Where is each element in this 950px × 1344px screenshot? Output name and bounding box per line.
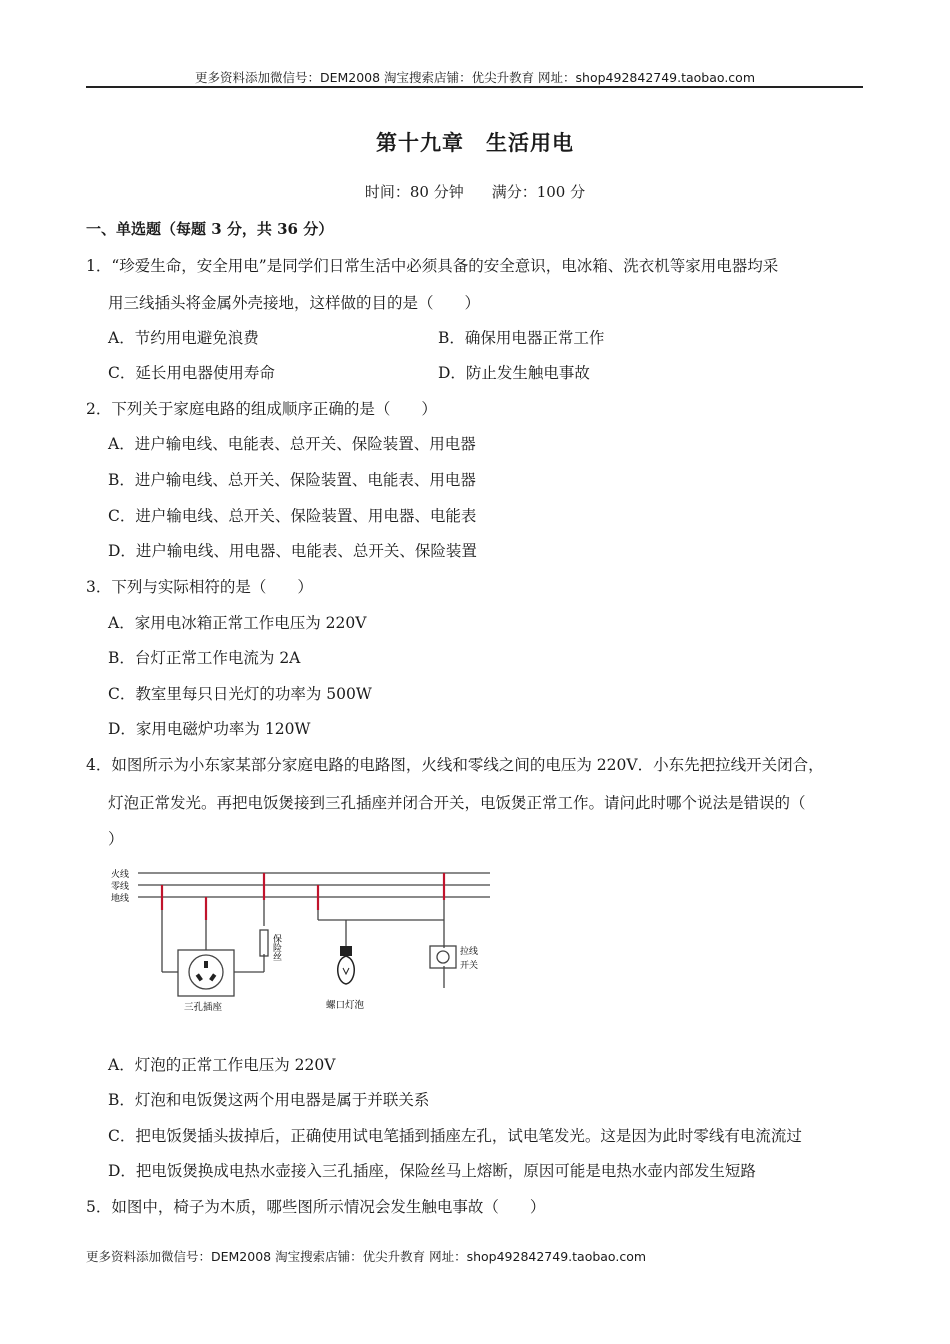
screw-bulb [338, 946, 355, 984]
question-1-option-c: C．延长用电器使用寿命 [108, 364, 275, 382]
fuse-label: 保险丝 [271, 934, 281, 961]
question-1-line-1: 1．“珍爱生命，安全用电”是同学们日常生活中必须具备的安全意识，电冰箱、洗衣机等家用电器均采 [86, 257, 779, 275]
fuse [260, 930, 268, 956]
question-3-option-b: B．台灯正常工作电流为 2A [108, 649, 301, 667]
question-4-option-b: B．灯泡和电饭煲这两个用电器是属于并联关系 [108, 1091, 430, 1109]
socket-label: 三孔插座 [184, 1002, 223, 1013]
question-4-option-d: D．把电饭煲换成电热水壶接入三孔插座，保险丝马上熔断，原因可能是电热水壶内部发生短路 [108, 1162, 756, 1180]
question-3-option-d: D．家用电磁炉功率为 120W [108, 720, 311, 738]
question-4-line-1: 4．如图所示为小东家某部分家庭电路的电路图，火线和零线之间的电压为 220V．小东先把拉线开关闭合， [86, 756, 824, 774]
header-rule [86, 86, 863, 88]
question-2-line-1: 2．下列关于家庭电路的组成顺序正确的是（ ） [86, 400, 437, 418]
exam-meta [0, 181, 950, 202]
question-4-option-c: C．把电饭煲插头拔掉后，正确使用试电笔插到插座左孔，试电笔发光。这是因为此时零线有电流流过 [108, 1127, 802, 1145]
switch-label: 拉线开关 [460, 947, 479, 971]
question-3-option-a: A．家用电冰箱正常工作电压为 220V [108, 614, 367, 632]
question-1-option-b: B．确保用电器正常工作 [438, 329, 605, 347]
page-header: 更多资料添加微信号：DEM2008 淘宝搜索店铺：优尖升教育 网址：shop492842749.taobao.com [194, 70, 756, 85]
question-3-line-1: 3．下列与实际相符的是（ ） [86, 578, 313, 596]
question-4-line-3: ） [108, 830, 124, 848]
question-4-line-2: 灯泡正常发光。再把电饭煲接到三孔插座并闭合开关，电饭煲正常工作。请问此时哪个说法是错误的（ [108, 794, 806, 812]
question-4-option-a: A．灯泡的正常工作电压为 220V [108, 1056, 336, 1074]
question-1-option-d: D．防止发生触电事故 [438, 364, 590, 382]
pull-switch [430, 946, 456, 968]
circuit-diagram [108, 864, 498, 1020]
earth-wire-label: 地线 [111, 894, 130, 904]
live-wire-label: 火线 [111, 870, 130, 880]
bulb-label: 螺口灯泡 [326, 1000, 365, 1011]
question-1-line-2: 用三线插头将金属外壳接地，这样做的目的是（ ） [108, 294, 481, 312]
question-2-option-c: C．进户输电线、总开关、保险装置、用电器、电能表 [108, 507, 477, 525]
exam-score: 满分：100 分 [491, 183, 586, 201]
section-heading: 一、单选题（每题 3 分，共 36 分） [86, 220, 334, 238]
page-footer: 更多资料添加微信号：DEM2008 淘宝搜索店铺：优尖升教育 网址：shop492842749.taobao.com [86, 1249, 647, 1264]
question-3-option-c: C．教室里每只日光灯的功率为 500W [108, 685, 372, 703]
question-5-line-1: 5．如图中，椅子为木质，哪些图所示情况会发生触电事故（ ） [86, 1198, 546, 1216]
exam-time: 时间：80 分钟 [364, 183, 464, 201]
question-2-option-d: D．进户输电线、用电器、电能表、总开关、保险装置 [108, 542, 477, 560]
question-2-option-a: A．进户输电线、电能表、总开关、保险装置、用电器 [108, 435, 476, 453]
question-1-option-a: A．节约用电避免浪费 [108, 329, 259, 347]
neutral-wire-label: 零线 [111, 882, 130, 892]
question-2-option-b: B．进户输电线、总开关、保险装置、电能表、用电器 [108, 471, 476, 489]
page-title: 第十九章 生活用电 [376, 130, 574, 155]
